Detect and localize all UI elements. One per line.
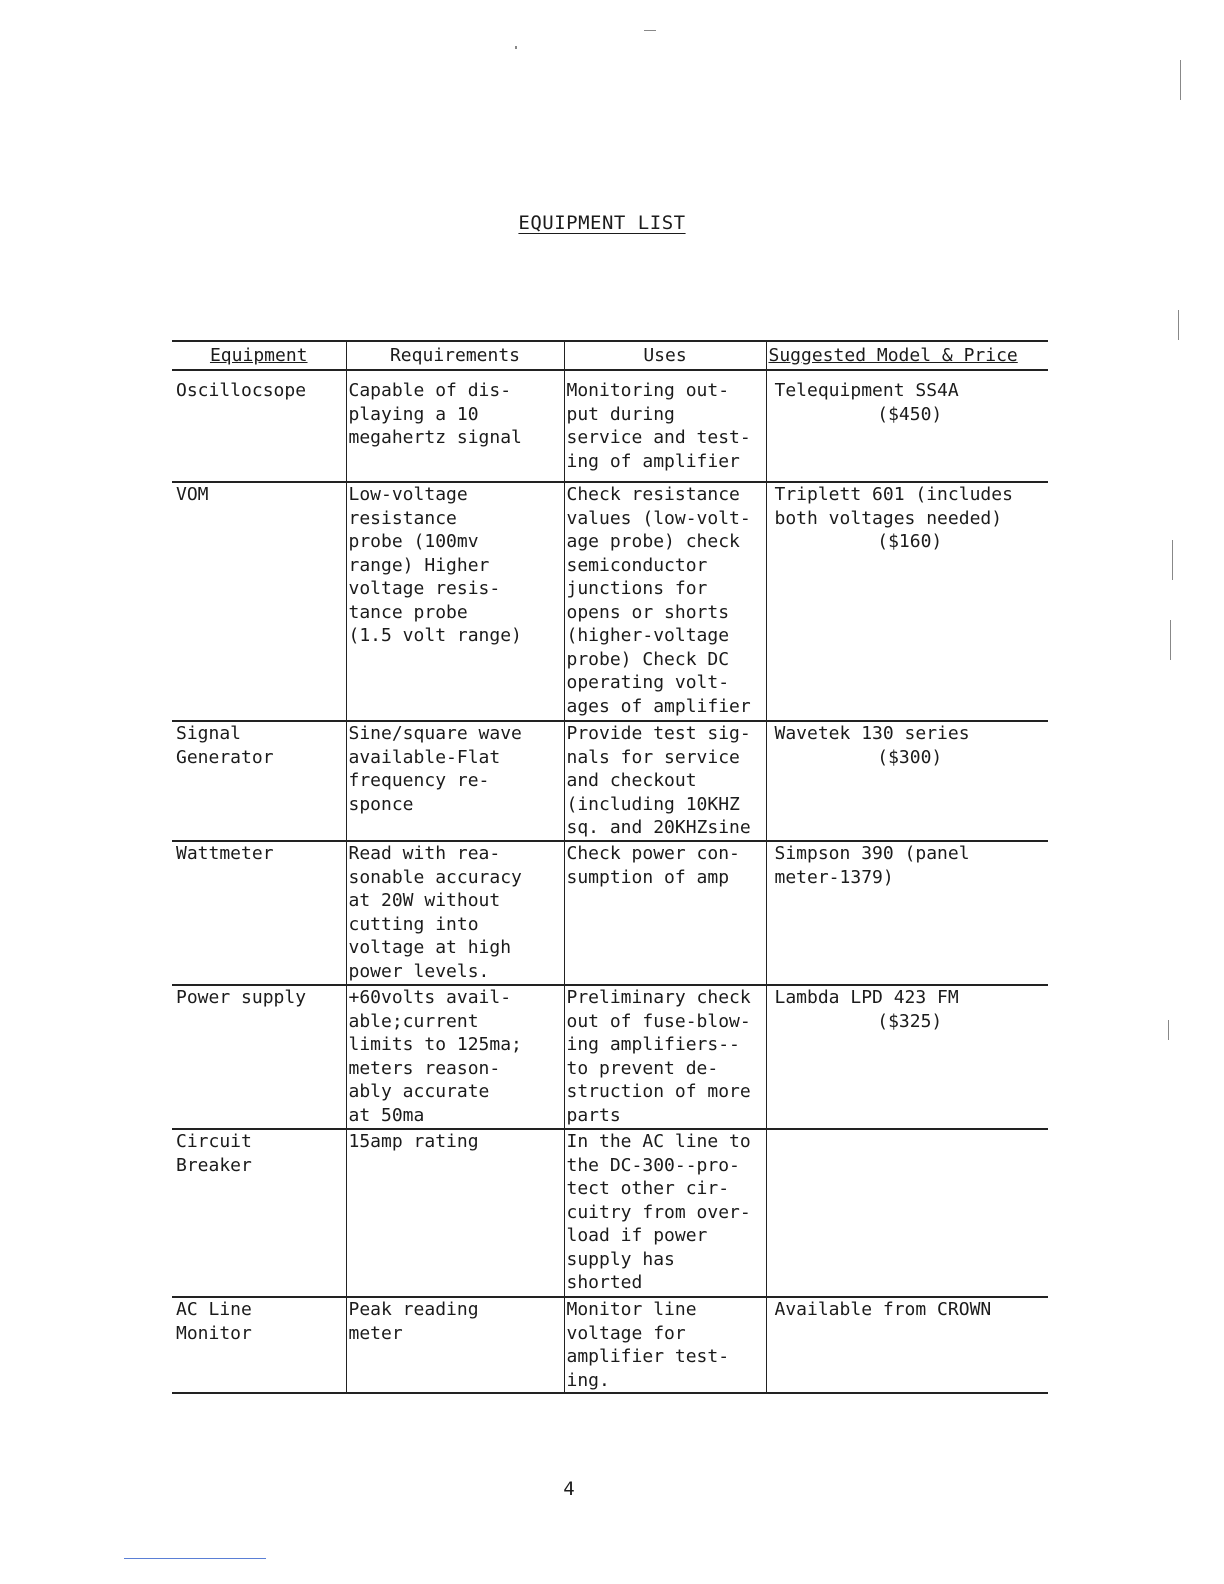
equipment-table	[172, 340, 1048, 1394]
price-text: ($325)	[877, 1010, 943, 1032]
model-price-cell	[766, 721, 1048, 841]
table-row	[172, 1297, 1048, 1393]
model-price-cell	[766, 985, 1048, 1129]
equipment-cell: AC Line Monitor	[172, 1297, 346, 1393]
uses-cell: Monitor line voltage for amplifier test- ing.	[564, 1297, 766, 1393]
scan-mark	[1168, 1020, 1169, 1040]
price-text: ($450)	[877, 403, 943, 425]
model-price-cell	[766, 841, 1048, 985]
column-header-requirements: Requirements	[346, 341, 564, 370]
model-text: Available from CROWN	[774, 1299, 992, 1320]
table-row	[172, 841, 1048, 985]
table-row	[172, 1129, 1048, 1297]
equipment-cell: Signal Generator	[172, 721, 346, 841]
requirements-cell: Peak reading meter	[346, 1297, 564, 1393]
model-price-cell	[766, 1129, 1048, 1297]
requirements-cell: 15amp rating	[346, 1129, 564, 1297]
scan-mark	[1170, 620, 1171, 660]
requirements-cell: Capable of dis- playing a 10 megahertz signal	[346, 370, 564, 482]
table-row	[172, 370, 1048, 482]
uses-cell: Monitoring out- put during service and test- ing of amplifier	[564, 370, 766, 482]
uses-cell: In the AC line to the DC-300--pro- tect other cir- cuitry from over- load if power supply has shorted	[564, 1129, 766, 1297]
model-text: Wavetek 130 series	[774, 723, 970, 744]
page-number: 4	[563, 1478, 575, 1500]
model-price-cell	[766, 370, 1048, 482]
equipment-cell: Power supply	[172, 985, 346, 1129]
requirements-cell: Low-voltage resistance probe (100mv range) Higher voltage resis- tance probe (1.5 volt range)	[346, 482, 564, 721]
model-price-cell	[766, 482, 1048, 721]
scan-speck	[515, 46, 517, 49]
footer-rule	[124, 1558, 266, 1559]
equipment-cell: VOM	[172, 482, 346, 721]
scan-mark	[1172, 540, 1173, 580]
table-header-row	[172, 341, 1048, 370]
requirements-cell: +60volts avail- able;current limits to 125ma; meters reason- ably accurate at 50ma	[346, 985, 564, 1129]
equipment-cell: Circuit Breaker	[172, 1129, 346, 1297]
page-title: EQUIPMENT LIST	[518, 212, 686, 234]
scan-mark	[1178, 310, 1179, 340]
column-header-uses: Uses	[564, 341, 766, 370]
model-text: Lambda LPD 423 FM	[774, 987, 959, 1008]
uses-cell: Check resistance values (low-volt- age probe) check semiconductor junctions for opens or shorts (higher-voltage probe) Check DC operating volt- ages of amplifier	[564, 482, 766, 721]
uses-cell: Check power con- sumption of amp	[564, 841, 766, 985]
column-header-equipment: Equipment	[172, 341, 346, 370]
model-text: Simpson 390 (panel meter-1379)	[774, 843, 970, 888]
requirements-cell: Read with rea- sonable accuracy at 20W without cutting into voltage at high power levels.	[346, 841, 564, 985]
requirements-cell: Sine/square wave available-Flat frequency re- sponce	[346, 721, 564, 841]
equipment-cell: Oscillocsope	[172, 370, 346, 482]
table-row	[172, 985, 1048, 1129]
price-text: ($300)	[877, 746, 943, 768]
scan-speck	[644, 30, 656, 31]
scan-mark	[1180, 60, 1181, 100]
model-text: Triplett 601 (includes both voltages needed)	[774, 484, 1013, 529]
model-text: Telequipment SS4A	[774, 380, 959, 401]
table-row	[172, 721, 1048, 841]
table-row	[172, 482, 1048, 721]
equipment-cell: Wattmeter	[172, 841, 346, 985]
uses-cell: Provide test sig- nals for service and checkout (including 10KHZ sq. and 20KHZsine	[564, 721, 766, 841]
price-text: ($160)	[877, 531, 943, 552]
model-price-cell	[766, 1297, 1048, 1393]
column-header-suggested-model-price: Suggested Model & Price	[766, 341, 1048, 370]
uses-cell: Preliminary check out of fuse-blow- ing amplifiers-- to prevent de- struction of more parts	[564, 985, 766, 1129]
